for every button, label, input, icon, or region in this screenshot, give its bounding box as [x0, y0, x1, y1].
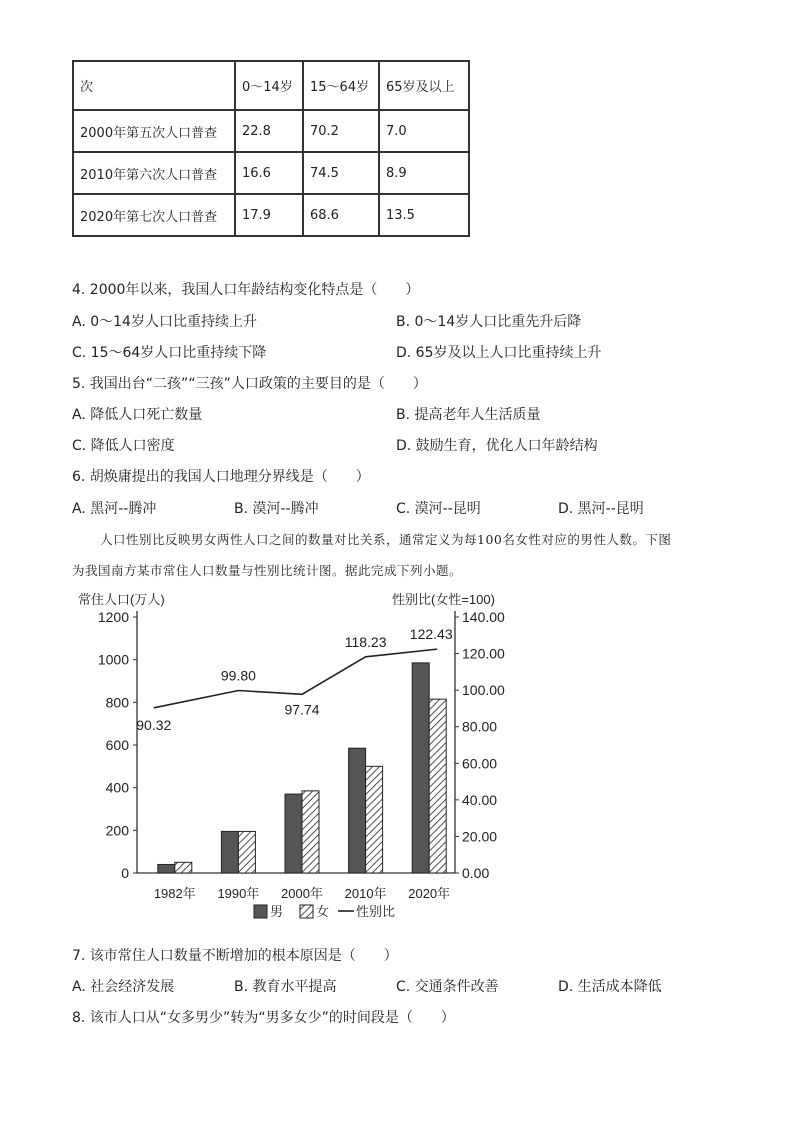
- q4-option-b: B. 0～14岁人口比重先升后降: [396, 314, 582, 330]
- q4-option-c: C. 15～64岁人口比重持续下降: [72, 345, 267, 361]
- table-cell: 16.6: [235, 152, 303, 194]
- right-axis-tick-label: 0.00: [462, 865, 490, 881]
- legend-label-female: 女: [316, 904, 330, 919]
- q8-stem: 8. 该市人口从“女多男少”转为“男多女少”的时间段是（ ）: [72, 1010, 455, 1026]
- right-axis-tick-label: 40.00: [462, 791, 498, 808]
- right-axis-tick-label: 80.00: [462, 718, 498, 735]
- q7-stem: 7. 该市常住人口数量不断增加的根本原因是（ ）: [72, 948, 398, 964]
- left-axis-tick-label: 200: [105, 822, 129, 839]
- legend-swatch-female: [300, 905, 313, 918]
- right-axis-tick-label: 140.00: [462, 609, 505, 625]
- bar-female: [238, 831, 255, 873]
- q5-option-c: C. 降低人口密度: [72, 438, 175, 454]
- q6-stem: 6. 胡焕庸提出的我国人口地理分界线是（ ）: [72, 469, 370, 485]
- q6-option-a: A. 黑河--腾冲: [72, 501, 157, 517]
- left-axis-title: 常住人口(万人): [78, 592, 165, 607]
- sex-ratio-line: [154, 649, 437, 708]
- x-axis-tick-label: 1990年: [217, 886, 260, 901]
- q7-option-b: B. 教育水平提高: [234, 979, 337, 995]
- table-cell: 2020年第七次人口普查: [73, 194, 235, 236]
- table-header-cell: 次: [73, 61, 235, 110]
- right-axis-tick-label: 60.00: [462, 755, 498, 772]
- table-cell: 70.2: [303, 110, 379, 152]
- sex-ratio-data-label: 90.32: [136, 716, 172, 733]
- table-cell: 17.9: [235, 194, 303, 236]
- table-cell: 74.5: [303, 152, 379, 194]
- sex-ratio-data-label: 118.23: [344, 633, 387, 650]
- right-axis-title: 性别比(女性=100): [392, 592, 495, 607]
- q4-stem: 4. 2000年以来，我国人口年龄结构变化特点是（ ）: [72, 282, 420, 298]
- table-header-cell: 65岁及以上: [379, 61, 469, 110]
- table-header-cell: 15～64岁: [303, 61, 379, 110]
- table-cell: 68.6: [303, 194, 379, 236]
- q7-option-d: D. 生活成本降低: [558, 979, 662, 995]
- table-cell: 2010年第六次人口普查: [73, 152, 235, 194]
- left-axis-tick-label: 1000: [97, 651, 129, 668]
- bar-female: [302, 791, 319, 873]
- bar-male: [285, 794, 302, 873]
- sex-ratio-data-label: 97.74: [284, 701, 320, 718]
- legend-swatch-male: [254, 905, 267, 918]
- bar-male: [412, 663, 429, 873]
- q6-option-c: C. 漠河--昆明: [396, 501, 481, 517]
- q5-option-d: D. 鼓励生育，优化人口年龄结构: [396, 438, 598, 454]
- bar-female: [429, 699, 446, 873]
- left-axis-tick-label: 400: [105, 779, 129, 796]
- left-axis-tick-label: 1200: [97, 609, 129, 625]
- table-cell: 2000年第五次人口普查: [73, 110, 235, 152]
- bar-male: [158, 864, 175, 873]
- passage-line-1: 人口性别比反映男女两性人口之间的数量对比关系，通常定义为每100名女性对应的男性人数。下图: [100, 532, 672, 547]
- left-axis-tick-label: 800: [105, 694, 129, 711]
- q6-option-b: B. 漠河--腾冲: [234, 501, 319, 517]
- right-axis-tick-label: 20.00: [462, 828, 498, 845]
- bar-female: [175, 862, 192, 873]
- table-cell: 8.9: [379, 152, 469, 194]
- q5-stem: 5. 我国出台“二孩”“三孩”人口政策的主要目的是（ ）: [72, 376, 427, 392]
- bar-female: [366, 766, 383, 873]
- bar-male: [221, 831, 238, 873]
- q7-option-c: C. 交通条件改善: [396, 979, 499, 995]
- q4-option-d: D. 65岁及以上人口比重持续上升: [396, 345, 602, 361]
- bar-male: [349, 748, 366, 873]
- x-axis-tick-label: 2010年: [344, 886, 387, 901]
- table-cell: 7.0: [379, 110, 469, 152]
- sex-ratio-data-label: 99.80: [220, 667, 256, 684]
- passage-line-2: 为我国南方某市常住人口数量与性别比统计图。据此完成下列小题。: [72, 563, 463, 578]
- right-axis-tick-label: 100.00: [462, 682, 505, 699]
- q6-option-d: D. 黑河--昆明: [558, 501, 644, 517]
- q5-option-b: B. 提高老年人生活质量: [396, 407, 541, 423]
- q5-option-a: A. 降低人口死亡数量: [72, 407, 203, 423]
- legend-label-male: 男: [270, 904, 284, 919]
- left-axis-tick-label: 0: [121, 865, 129, 881]
- x-axis-tick-label: 2000年: [281, 886, 323, 901]
- table-header-cell: 0～14岁: [235, 61, 303, 110]
- table-cell: 13.5: [379, 194, 469, 236]
- x-axis-tick-label: 1982年: [153, 886, 196, 901]
- legend-label-ratio: 性别比: [356, 904, 396, 919]
- table-cell: 22.8: [235, 110, 303, 152]
- q4-option-a: A. 0～14岁人口比重持续上升: [72, 314, 257, 330]
- sex-ratio-data-label: 122.43: [409, 626, 453, 643]
- left-axis-tick-label: 600: [105, 737, 129, 753]
- q7-option-a: A. 社会经济发展: [72, 979, 175, 995]
- x-axis-tick-label: 2020年: [408, 886, 451, 901]
- right-axis-tick-label: 120.00: [462, 645, 505, 662]
